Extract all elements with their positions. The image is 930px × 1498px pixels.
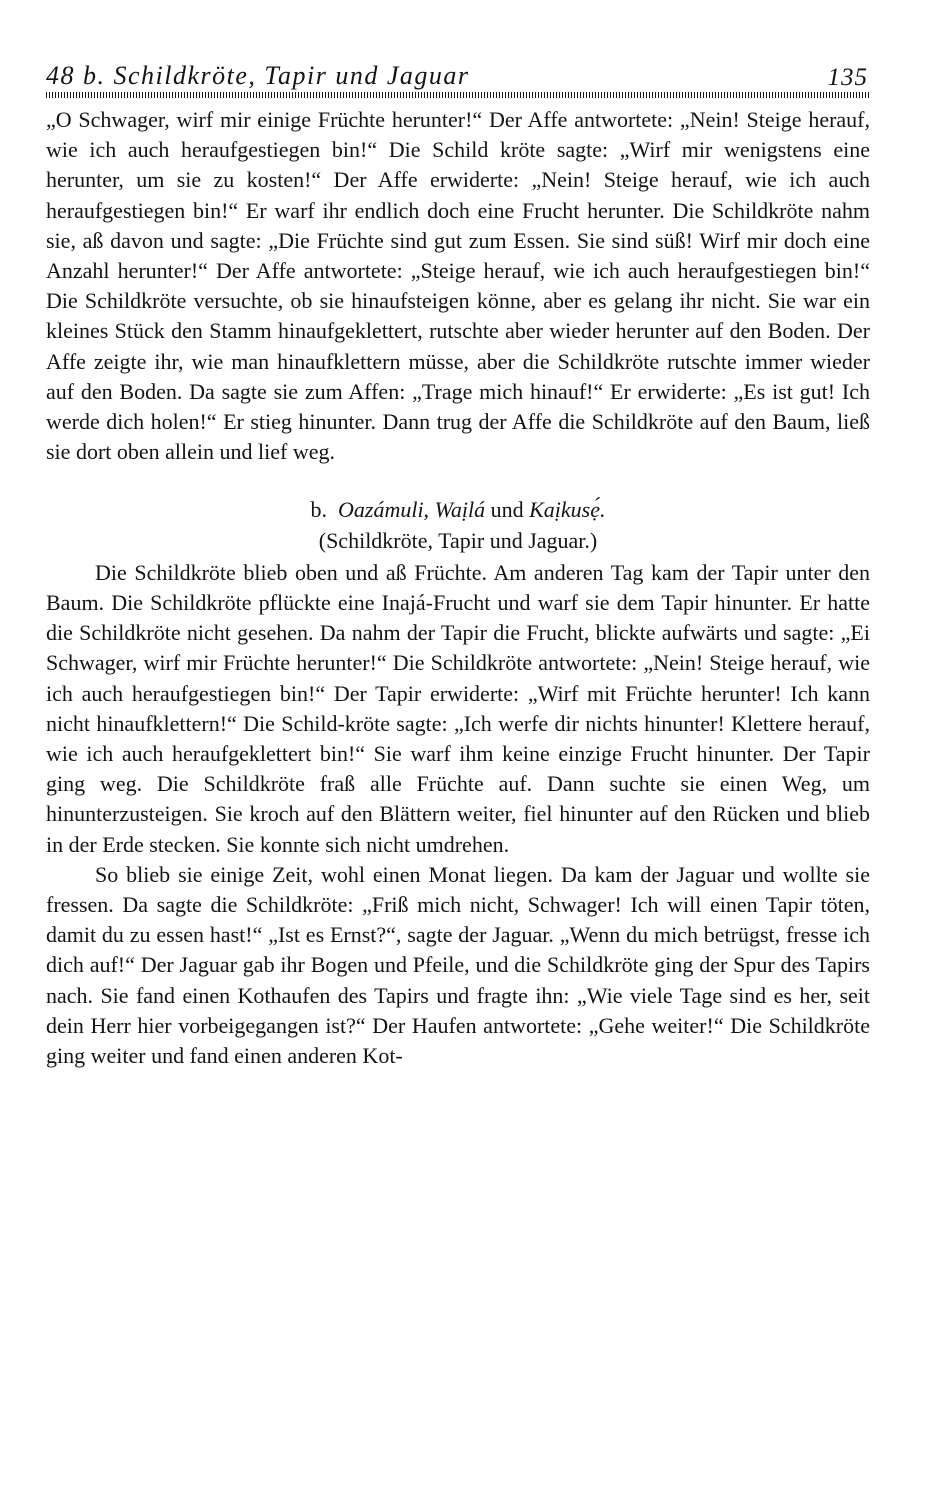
section-name-1: Oazámuli, [338, 497, 430, 523]
paragraph: „O Schwager, wirf mir einige Früchte herunter!“ Der Affe antwortete: „Nein! Steige herauf, wie ich auch heraufgestiegen bin!“ Die Schild kröte sagte: „Wirf mir wenigstens eine herunter, um sie zu kosten!“ Der Affe erwiderte: „Nein! Steige herauf, wie ich auch heraufgestiegen bin!“ Er warf ihr endlich doch eine Frucht herunter. Die Schildkröte nahm sie, aß davon und sagte: „Die Früchte sind gut zum Essen. Sie sind süß! Wirf mir doch eine Anzahl herunter!“ Der Affe antwortete: „Steige herauf, wie ich auch heraufgestiegen bin!“ Die Schildkröte versuchte, ob sie hinaufsteigen könne, aber es gelang ihr nicht. Sie war ein kleines Stück den Stamm hinaufgeklettert, rutschte aber wieder herunter auf den Boden. Der Affe zeigte ihr, wie man hinaufklettern müsse, aber die Schildkröte rutschte immer wieder auf den Boden. Da sagte sie zum Affen: „Trage mich hinauf!“ Er erwiderte: „Es ist gut! Ich werde dich holen!“ Er stieg hinunter. Dann trug der Affe die Schildkröte auf den Baum, ließ sie dort oben allein und lief weg. [46, 107, 870, 465]
page [46, 62, 870, 1071]
section-connector: und [490, 497, 524, 523]
running-title: 48 b. Schildkröte, Tapir und Jaguar [46, 61, 470, 90]
section-letter: b. [310, 497, 327, 523]
paragraph: So blieb sie einige Zeit, wohl einen Monat liegen. Da kam der Jaguar und wollte sie fressen. Da sagte die Schildkröte: „Friß mich nicht, Schwager! Ich will einen Tapir töten, damit du zu essen hast!“ „Ist es Ernst?“, sagte der Jaguar. „Wenn du mich betrügst, fresse ich dich auf!“ Der Jaguar gab ihr Bogen und Pfeile, und die Schildkröte ging der Spur des Tapirs nach. Sie fand einen Kothaufen des Tapirs und fragte ihn: „Wie viele Tage sind es her, seit dein Herr hier vorbeigegangen ist?“ Der Haufen antwortete: „Gehe weiter!“ Die Schildkröte ging weiter und fand einen anderen Kot- [46, 861, 870, 1069]
page-number: 135 [827, 64, 868, 91]
section-subtitle: (Schildkröte, Tapir und Jaguar.) [318, 527, 598, 553]
paragraph: Die Schildkröte blieb oben und aß Früchte. Am anderen Tag kam der Tapir unter den Baum. Die Schildkröte pflückte eine Inajá-Frucht und warf sie dem Tapir hinunter. Er hatte die Schildkröte nicht gesehen. Da nahm der Tapir die Frucht, blickte aufwärts und sagte: „Ei Schwager, wirf mir Früchte herunter!“ Die Schildkröte antwortete: „Nein! Steige herauf, wie ich auch heraufgestiegen bin!“ Der Tapir erwiderte: „Wirf mit Früchte herunter! Ich kann nicht hinaufklettern!“ Die Schild-kröte sagte: „Ich werfe dir nichts hinunter! Klettere herauf, wie ich auch heraufgeklettert bin!“ Sie warf ihm keine einzige Frucht hinunter. Der Tapir ging weg. Die Schildkröte fraß alle Früchte auf. Dann suchte sie einen Weg, um hinunterzusteigen. Sie kroch auf den Blättern weiter, fiel hinunter auf den Rücken und blieb in der Erde stecken. Sie konnte sich nicht umdrehen. [46, 559, 870, 857]
body-text [46, 105, 870, 1071]
running-head [46, 62, 870, 92]
header-rule [46, 92, 870, 98]
section-heading [46, 495, 870, 525]
section-name-3: Kaịkusẹ́. [529, 497, 606, 523]
section-name-2: Waịlá [434, 497, 486, 523]
